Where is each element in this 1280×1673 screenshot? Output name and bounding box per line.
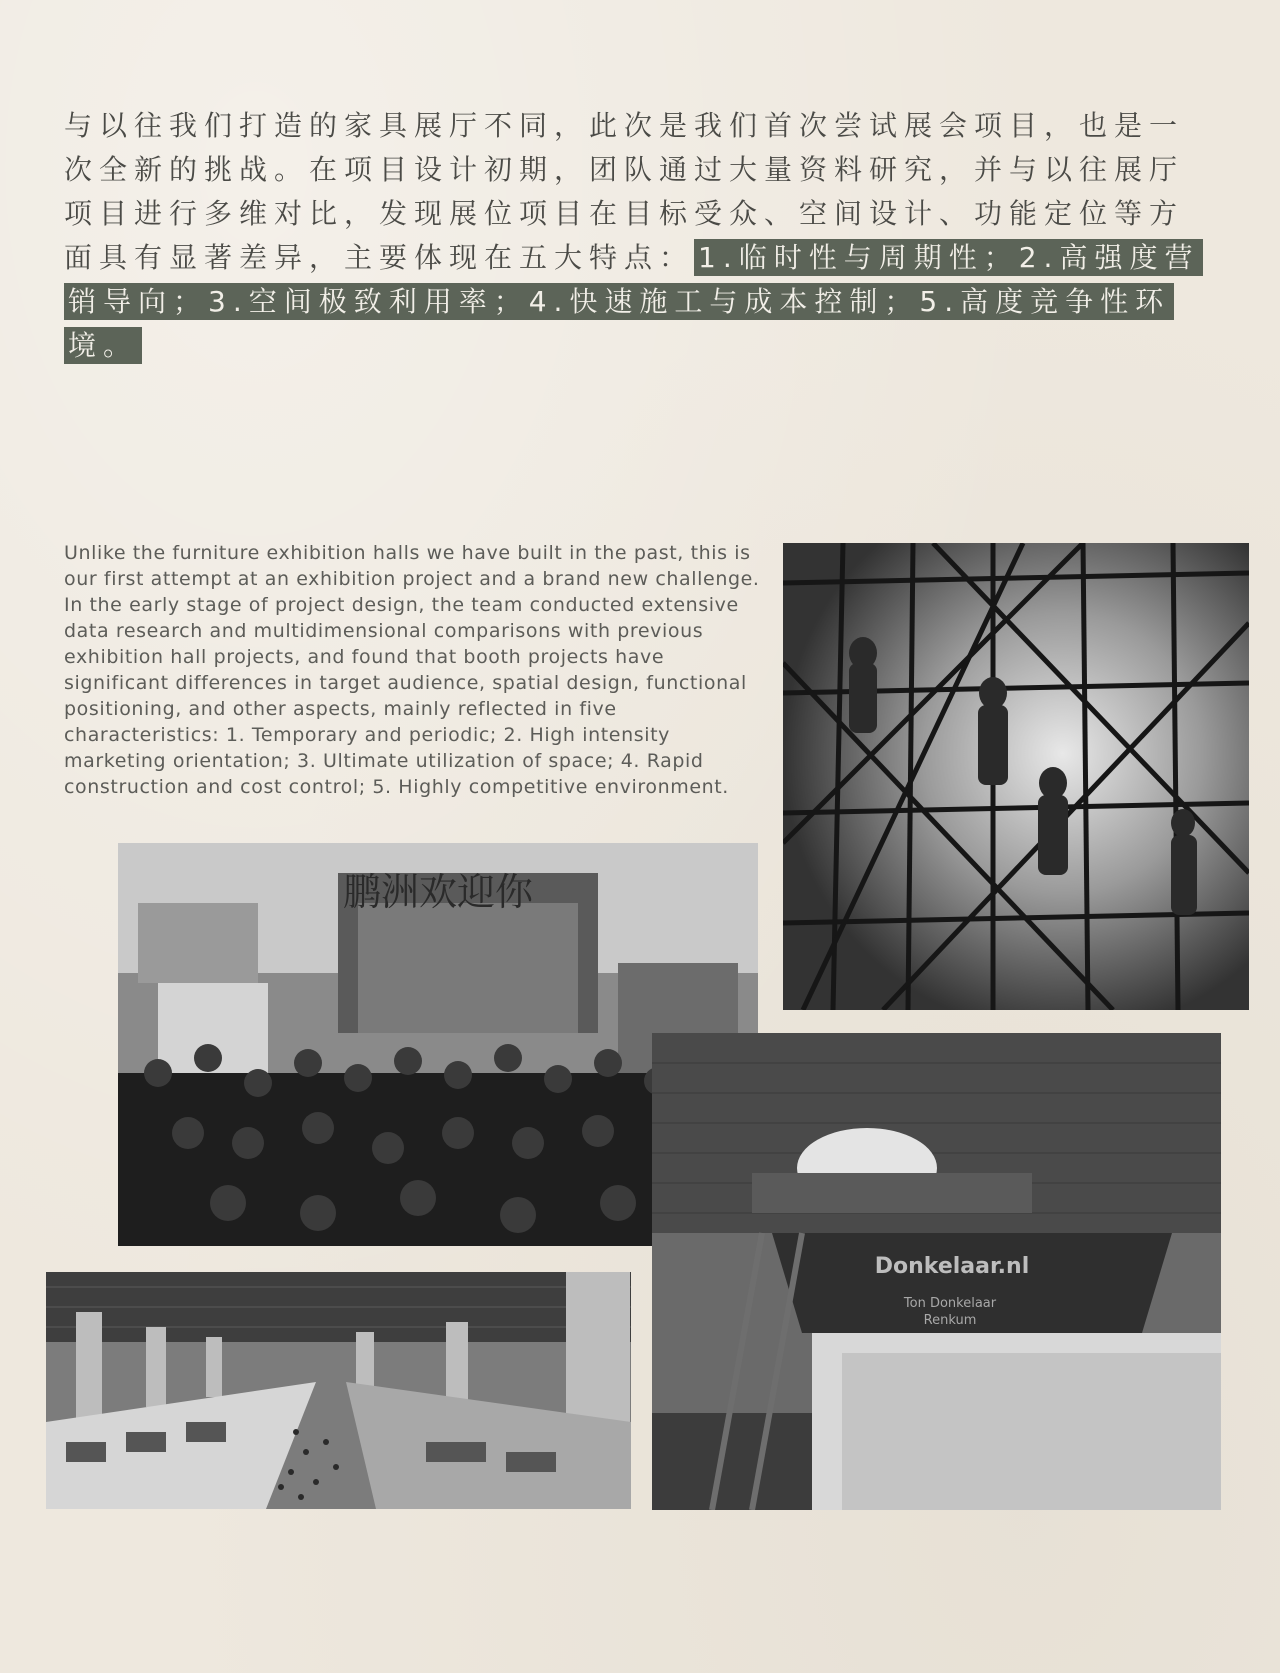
intro-chinese-highlight: 1.临时性与周期性；2.高强度营销导向；3.空间极致利用率；4.快速施工与成本控制；5.高度竞争性环境。 xyxy=(64,239,1203,364)
photo-skip-container xyxy=(652,1033,1221,1510)
crowd-sign-text: 鹏洲欢迎你 xyxy=(342,870,534,914)
skip-sub-text-2: Renkum xyxy=(923,1313,977,1328)
intro-english: Unlike the furniture exhibition halls we have built in the past, this is our first attempt at an exhibition project and a brand new challenge. In the early stage of project design, the team conducted extensive data research and multidimensional comparisons with previous exhibition hall projects, and found that booth projects have significant differences in target audience, spatial design, functional positioning, and other aspects, mainly reflected in five characteristics: 1. Temporary and periodic; 2. High intensity marketing orientation; 3. Ultimate utilization of space; 4. Rapid construction and cost control; 5. Highly competitive environment. xyxy=(64,542,760,798)
intro-chinese xyxy=(64,104,1214,368)
skip-sub-text-1: Ton Donkelaar xyxy=(903,1296,997,1311)
photo-exhibition-hall xyxy=(46,1272,631,1509)
intro-chinese-text: 与以往我们打造的家具展厅不同，此次是我们首次尝试展会项目，也是一次全新的挑战。在项目设计初期，团队通过大量资料研究，并与以往展厅项目进行多维对比，发现展位项目在目标受众、空间设计、功能定位等方面具有显著差异，主要体现在五大特点： xyxy=(64,109,1185,274)
skip-brand-text: Donkelaar.nl xyxy=(874,1254,1030,1279)
photo-scaffolding xyxy=(783,543,1249,1010)
